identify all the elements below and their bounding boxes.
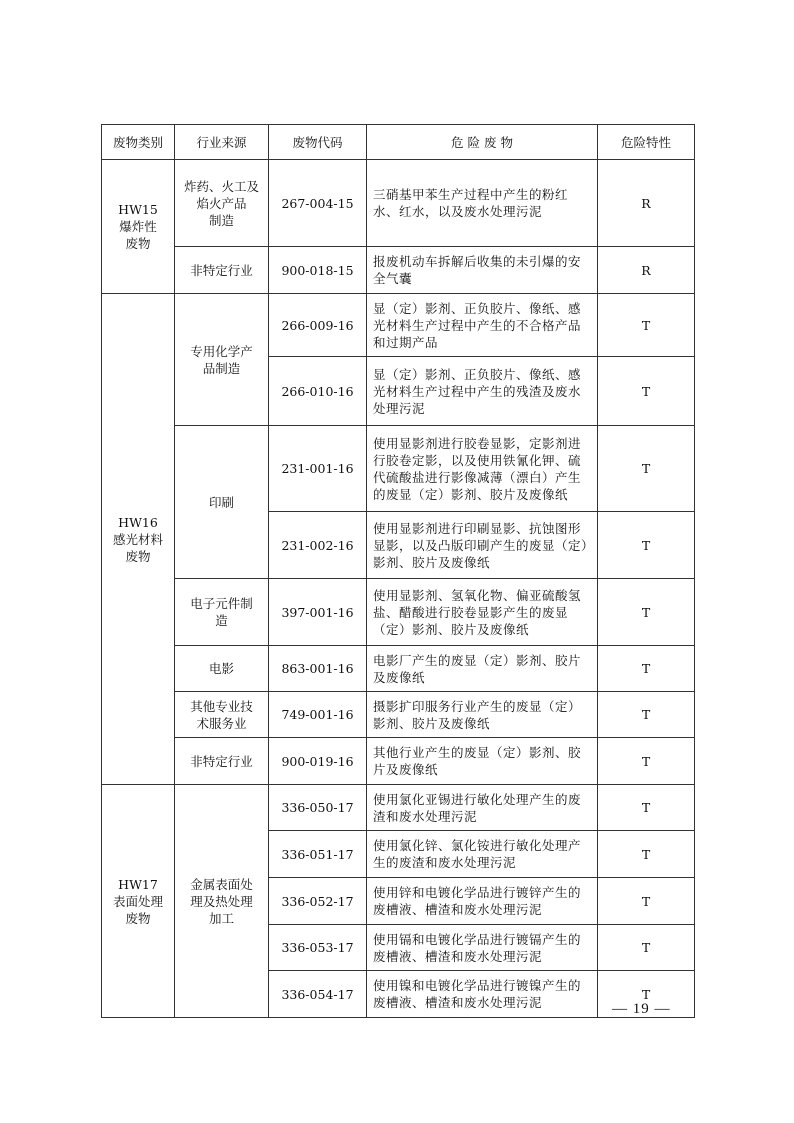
hazard-property-cell: T bbox=[598, 579, 695, 646]
table-row bbox=[102, 785, 695, 831]
header-hazard-property: 危险特性 bbox=[598, 125, 695, 160]
industry-source-cell: 电子元件制 造 bbox=[175, 579, 269, 646]
hazard-property-cell: R bbox=[598, 247, 695, 294]
table-row bbox=[102, 646, 695, 692]
table-row bbox=[102, 247, 695, 294]
waste-code-cell: 267-004-15 bbox=[269, 160, 367, 247]
hazard-property-cell: T bbox=[598, 357, 695, 426]
waste-description-cell: 摄影扩印服务行业产生的废显（定）影剂、胶片及废像纸 bbox=[367, 692, 598, 738]
hazard-property-cell: T bbox=[598, 426, 695, 512]
waste-code-cell: 336-052-17 bbox=[269, 878, 367, 925]
table-row bbox=[102, 579, 695, 646]
waste-description-cell: 显（定）影剂、正负胶片、像纸、感光材料生产过程中产生的残渣及废水处理污泥 bbox=[367, 357, 598, 426]
header-waste-code: 废物代码 bbox=[269, 125, 367, 160]
hazard-property-cell: T bbox=[598, 925, 695, 971]
waste-description-cell: 使用显影剂进行印刷显影、抗蚀图形显影，以及凸版印刷产生的废显（定）影剂、胶片及废像纸 bbox=[367, 512, 598, 579]
waste-code-cell: 336-053-17 bbox=[269, 925, 367, 971]
waste-description-cell: 使用氯化亚锡进行敏化处理产生的废渣和废水处理污泥 bbox=[367, 785, 598, 831]
industry-source-cell: 印刷 bbox=[175, 426, 269, 579]
table-header-row bbox=[102, 125, 695, 160]
waste-description-cell: 使用显影剂进行胶卷显影，定影剂进行胶卷定影，以及使用铁氰化钾、硫代硫酸盐进行影像减薄（漂白）产生的废显（定）影剂、胶片及废像纸 bbox=[367, 426, 598, 512]
header-category: 废物类别 bbox=[102, 125, 175, 160]
table-row bbox=[102, 426, 695, 512]
industry-source-cell: 非特定行业 bbox=[175, 247, 269, 294]
industry-source-cell: 其他专业技 术服务业 bbox=[175, 692, 269, 738]
waste-description-cell: 三硝基甲苯生产过程中产生的粉红水、红水，以及废水处理污泥 bbox=[367, 160, 598, 247]
waste-description-cell: 使用锌和电镀化学品进行镀锌产生的废槽液、槽渣和废水处理污泥 bbox=[367, 878, 598, 925]
table-row bbox=[102, 692, 695, 738]
hazard-property-cell: T bbox=[598, 785, 695, 831]
waste-code-cell: 336-050-17 bbox=[269, 785, 367, 831]
waste-code-cell: 266-009-16 bbox=[269, 294, 367, 357]
waste-code-cell: 336-051-17 bbox=[269, 831, 367, 878]
waste-description-cell: 电影厂产生的废显（定）影剂、胶片及废像纸 bbox=[367, 646, 598, 692]
waste-description-cell: 使用镉和电镀化学品进行镀镉产生的废槽液、槽渣和废水处理污泥 bbox=[367, 925, 598, 971]
waste-code-cell: 749-001-16 bbox=[269, 692, 367, 738]
waste-code-cell: 863-001-16 bbox=[269, 646, 367, 692]
waste-description-cell: 显（定）影剂、正负胶片、像纸、感光材料生产过程中产生的不合格产品和过期产品 bbox=[367, 294, 598, 357]
waste-category-cell: HW15 爆炸性 废物 bbox=[102, 160, 175, 294]
waste-description-cell: 使用氯化锌、氯化铵进行敏化处理产生的废渣和废水处理污泥 bbox=[367, 831, 598, 878]
waste-code-cell: 336-054-17 bbox=[269, 971, 367, 1018]
hazard-property-cell: T bbox=[598, 512, 695, 579]
waste-description-cell: 使用镍和电镀化学品进行镀镍产生的废槽液、槽渣和废水处理污泥 bbox=[367, 971, 598, 1018]
hazard-property-cell: T bbox=[598, 646, 695, 692]
header-industry-source: 行业来源 bbox=[175, 125, 269, 160]
page-number: — 19 — bbox=[612, 1001, 671, 1017]
table-row bbox=[102, 738, 695, 785]
industry-source-cell: 金属表面处 理及热处理 加工 bbox=[175, 785, 269, 1018]
waste-code-cell: 231-002-16 bbox=[269, 512, 367, 579]
waste-code-cell: 900-019-16 bbox=[269, 738, 367, 785]
header-hazardous-waste: 危 险 废 物 bbox=[367, 125, 598, 160]
hazard-property-cell: T bbox=[598, 831, 695, 878]
waste-description-cell: 报废机动车拆解后收集的未引爆的安全气囊 bbox=[367, 247, 598, 294]
waste-code-cell: 231-001-16 bbox=[269, 426, 367, 512]
hazardous-waste-table bbox=[101, 124, 695, 1018]
industry-source-cell: 非特定行业 bbox=[175, 738, 269, 785]
table-row bbox=[102, 294, 695, 357]
hazard-property-cell: T bbox=[598, 738, 695, 785]
hazard-property-cell: T bbox=[598, 971, 695, 1018]
hazard-property-cell: T bbox=[598, 692, 695, 738]
hazard-property-cell: T bbox=[598, 878, 695, 925]
waste-code-cell: 397-001-16 bbox=[269, 579, 367, 646]
hazard-property-cell: R bbox=[598, 160, 695, 247]
industry-source-cell: 专用化学产 品制造 bbox=[175, 294, 269, 426]
table-row bbox=[102, 160, 695, 247]
waste-description-cell: 使用显影剂、氢氧化物、偏亚硫酸氢盐、醋酸进行胶卷显影产生的废显（定）影剂、胶片及废像纸 bbox=[367, 579, 598, 646]
hazard-property-cell: T bbox=[598, 294, 695, 357]
waste-category-cell: HW16 感光材料 废物 bbox=[102, 294, 175, 785]
waste-category-cell: HW17 表面处理 废物 bbox=[102, 785, 175, 1018]
waste-description-cell: 其他行业产生的废显（定）影剂、胶片及废像纸 bbox=[367, 738, 598, 785]
waste-code-cell: 900-018-15 bbox=[269, 247, 367, 294]
industry-source-cell: 电影 bbox=[175, 646, 269, 692]
waste-code-cell: 266-010-16 bbox=[269, 357, 367, 426]
industry-source-cell: 炸药、火工及 焰火产品 制造 bbox=[175, 160, 269, 247]
